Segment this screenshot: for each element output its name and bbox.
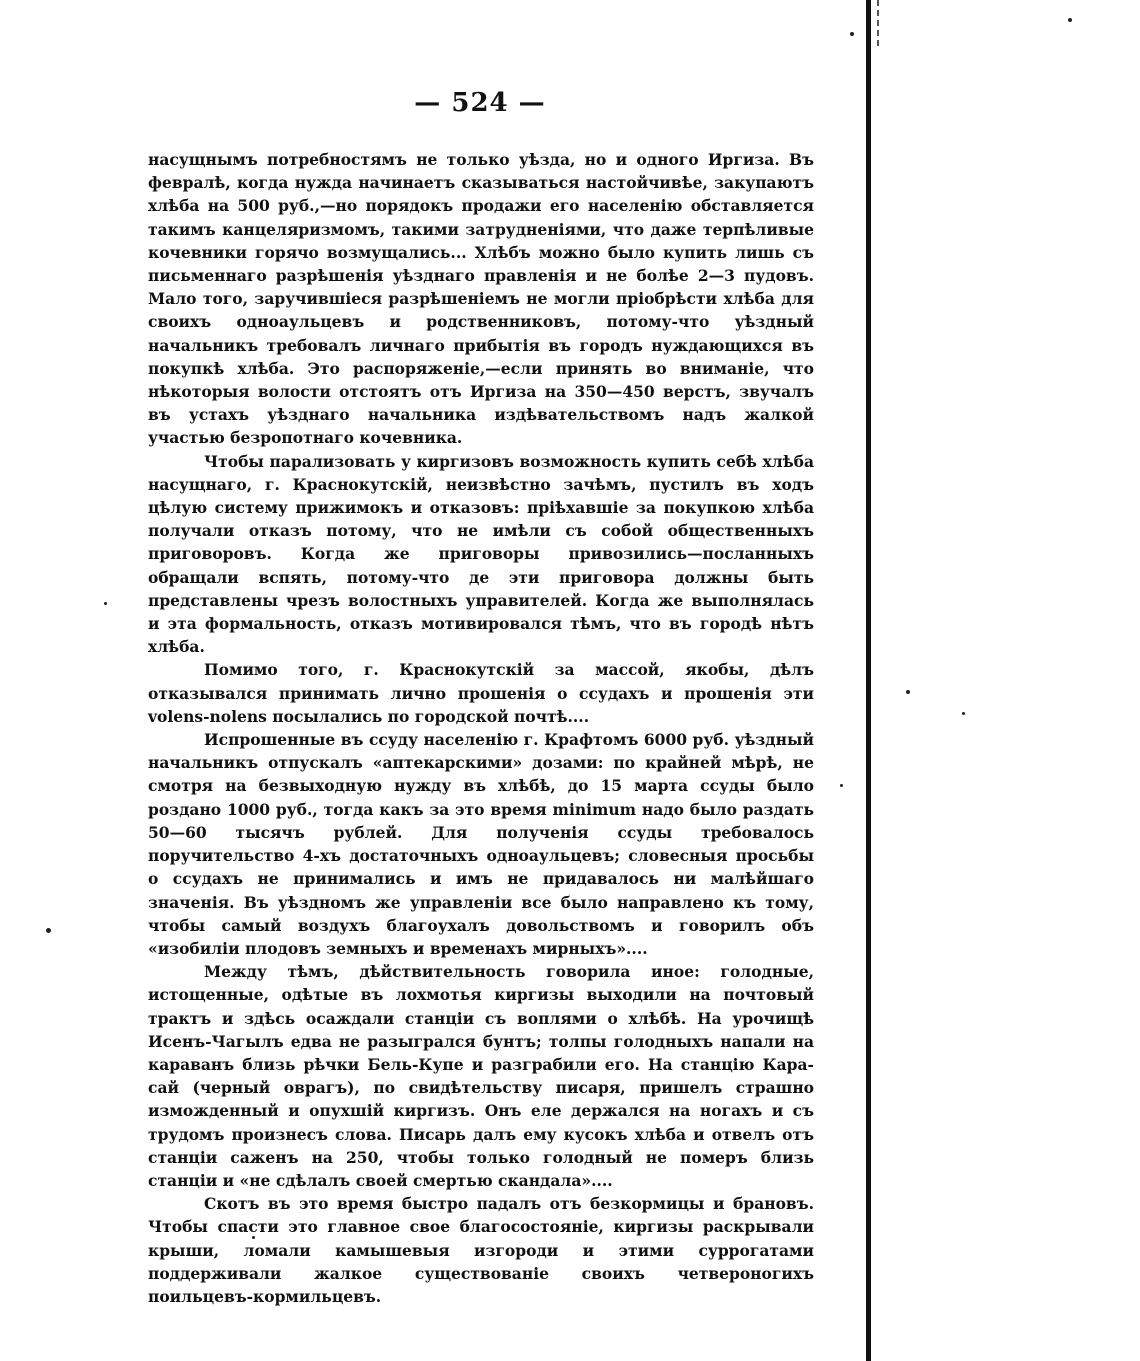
paragraph-6: Скотъ въ это время быстро падалъ отъ безкормицы и брановъ. Чтобы спасти это главное свое благосостояніе, киргизы раскрывали крыши, ломали камышевыя изгороди и этими суррогатами поддерживали жалкое существованіе своихъ четвероногихъ поильцевъ-кормильцевъ. [148, 1194, 814, 1306]
paragraph-4: Испрошенные въ ссуду населенію г. Крафтомъ 6000 руб. уѣздный начальникъ отпускалъ «аптекарскими» дозами: по крайней мѣрѣ, не смотря на безвыходную нужду въ хлѣбѣ, до 15 марта ссуды было роздано 1000 руб., тогда какъ за это время minimum надо было раздать 50—60 тысячъ рублей. Для полученія ссуды требовалось поручительство 4-хъ достаточныхъ одноаульцевъ; словесныя просьбы о ссудахъ не принимались и имъ не придавалось ни малѣйшаго значенія. Въ уѣздномъ же управленіи все было направлено къ тому, чтобы самый воздухъ благоухалъ довольствомъ и говорилъ объ «изобиліи плодовъ земныхъ и временахъ мирныхъ».... [148, 730, 814, 958]
scan-speck [46, 928, 51, 933]
scan-speck [104, 602, 107, 605]
paragraph-3: Помимо того, г. Краснокутскій за массой, якобы, дѣлъ отказывался принимать лично прошенія о ссудахъ и прошенія эти volens-nolens посылались по городской почтѣ.... [148, 660, 814, 726]
scan-speck [962, 712, 965, 715]
scan-speck [906, 690, 910, 694]
scan-edge-mark [877, 0, 881, 46]
page-number: — 524 — [414, 88, 546, 118]
paragraph-1: насущнымъ потребностямъ не только уѣзда, но и одного Иргиза. Въ февралѣ, когда нужда начинаетъ сказываться настойчивѣе, закупаютъ хлѣба на 500 руб.,—но порядокъ продажи его населенію обставляется такимъ канцеляризмомъ, такими затрудненіями, что даже терпѣливые кочевники горячо возмущались... Хлѣбъ можно было купить лишь съ письменнаго разрѣшенія уѣзднаго правленія и не болѣе 2—3 пудовъ. Мало того, заручившіеся разрѣшеніемъ не могли пріобрѣсти хлѣба для своихъ одноаульцевъ и родственниковъ, потому-что уѣздный начальникъ требовалъ личнаго прибытія въ городъ нуждающихся въ покупкѣ хлѣба. Это распоряженіе,—если принять во вниманіе, что нѣкоторыя волости отстоятъ отъ Иргиза на 350—450 верстъ, звучалъ въ устахъ уѣзднаго начальника издѣвательствомъ надъ жалкой участью безропотнаго кочевника. [148, 150, 814, 448]
scan-speck [850, 32, 854, 36]
scan-speck [1068, 18, 1072, 22]
page-binding-edge [866, 0, 871, 1361]
paragraph-2: Чтобы парализовать у киргизовъ возможность купить себѣ хлѣба насущнаго, г. Краснокутскій, неизвѣстно зачѣмъ, пустилъ въ ходъ цѣлую систему прижимокъ и отказовъ: пріѣхавшіе за покупкою хлѣба получали отказъ потому, что не имѣли съ собой общественныхъ приговоровъ. Когда же приговоры привозились—посланныхъ обращали вспять, потому-что де эти приговора должны быть представлены чрезъ волостныхъ управителей. Когда же выполнялась и эта формальность, отказъ мотивировался тѣмъ, что въ городѣ нѣтъ хлѣба. [148, 451, 814, 657]
paragraph-5: Между тѣмъ, дѣйствительность говорила иное: голодные, истощенные, одѣтые въ лохмотья киргизы выходили на почтовый трактъ и здѣсь осаждали станціи съ воплями о хлѣбѣ. На урочищѣ Исенъ-Чагылъ едва не разыгрался бунтъ; толпы голодныхъ напали на караванъ близь рѣчки Бель-Купе и разграбили его. На станцію Кара-сай (черный оврагъ), по свидѣтельству писаря, пришелъ страшно изможденный и опухшій киргизъ. Онъ еле держался на ногахъ и съ трудомъ произнесъ слова. Писарь далъ ему кусокъ хлѣба и отвелъ отъ станціи саженъ на 250, чтобы только голодный не померъ близь станціи и «не сдѣлалъ своей смертью скандала».... [148, 962, 814, 1190]
scan-speck [840, 784, 843, 787]
body-text [148, 148, 814, 1308]
scan-speck [252, 1236, 255, 1239]
